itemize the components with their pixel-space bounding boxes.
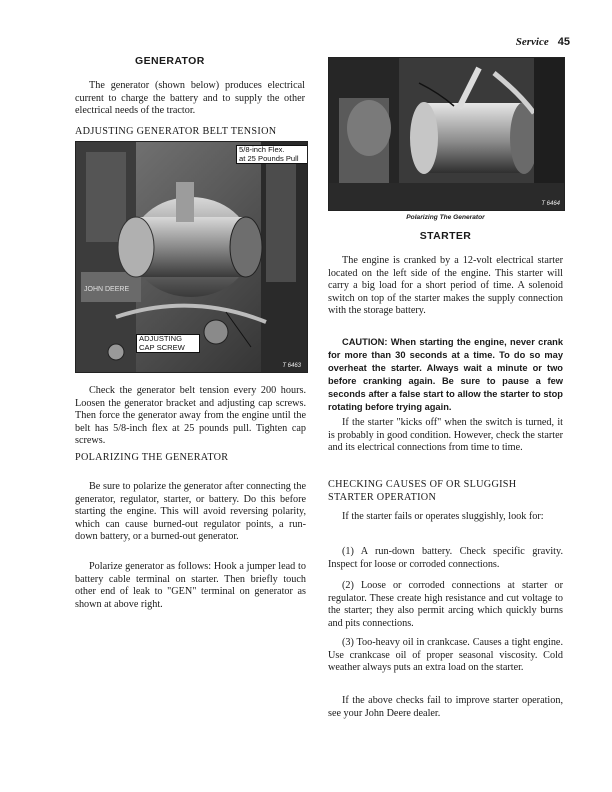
checking-heading	[328, 478, 516, 504]
flex-label	[236, 145, 308, 164]
polarizing-photo	[328, 57, 565, 211]
adjusting-label	[136, 334, 200, 353]
polarizing-heading: POLARIZING THE GENERATOR	[75, 452, 229, 463]
flex-label-line2: at 25 Pounds Pull	[239, 153, 299, 163]
brand-text: JOHN DEERE	[84, 286, 130, 293]
flex-label-line1: 5/8-inch Flex.	[239, 145, 285, 154]
checking-intro: If the starter fails or operates sluggishly, look for:	[342, 511, 544, 522]
belt-tension-heading: ADJUSTING GENERATOR BELT TENSION	[75, 126, 277, 137]
section-name: Service	[515, 36, 549, 48]
adjusting-label-line1: ADJUSTING	[139, 334, 183, 343]
caution-text: CAUTION: When starting the engine, never crank for more than 30 seconds at a time. To do so may overheat the starter. Always wait a minute or two before cranking again. Be sure to pause a few seconds after a false start to allow the starter to stop rotating before trying again.	[328, 337, 563, 412]
kicks-off-text: If the starter "kicks off" when the switch is turned, it is probably in good condition. However, check the starter and its electrical connections from time to time.	[328, 417, 563, 454]
page-header	[506, 32, 570, 50]
starter-text: The engine is cranked by a 12-volt electrical starter located on the left side of the engine. This starter will carry a big load for a short period of time. A solenoid switch on top of the starter makes the supply connection with the storage battery.	[328, 255, 563, 317]
polarizing-text-1: Be sure to polarize the generator after connecting the generator, regulator, starter, or battery. Do this before starting the engine. This will avoid reversing polarity, which can cause burned-out regulator points, a run-down battery, or a burned-out generator.	[75, 481, 306, 543]
generator-photo	[75, 141, 308, 373]
adjusting-label-line2: CAP SCREW	[139, 342, 185, 352]
belt-tension-text: Check the generator belt tension every 200 hours. Loosen the generator bracket and adjusting cap screws. Then force the generator away from the engine until the belt has 5/8-inch flex at 25 pounds pull. Tighten cap screws.	[75, 385, 306, 447]
page-number: 45	[557, 36, 570, 48]
polarizing-illustration	[329, 58, 564, 210]
polarizing-caption: Polarizing The Generator	[406, 214, 485, 221]
polarizing-text-2: Polarize generator as follows: Hook a jumper lead to battery cable terminal on starter. Then briefly touch other end of leak to "GEN" terminal on generator as shown at above right.	[75, 561, 306, 610]
generator-intro: The generator (shown below) produces electrical current to charge the battery and to supply the other electrical needs of the tractor.	[75, 80, 305, 117]
cause-2: (2) Loose or corroded connections at starter or regulator. These create high resistance and cut voltage to the starter; they also permit arcing which quickly burns and pits connections.	[328, 580, 563, 629]
generator-heading: GENERATOR	[135, 55, 205, 67]
photo-code: T 6463	[282, 363, 301, 369]
cause-3: (3) Too-heavy oil in crankcase. Causes a tight engine. Use crankcase oil of proper seasonal viscosity. Cold weather always puts an extra load on the starter.	[328, 637, 563, 674]
cause-1: (1) A run-down battery. Check specific gravity. Inspect for loose or corroded connections.	[328, 546, 563, 570]
starter-heading: STARTER	[419, 230, 472, 242]
dealer-text: If the above checks fail to improve starter operation, see your John Deere dealer.	[328, 695, 563, 719]
checking-heading-line1: CHECKING CAUSES OF OR SLUGGISH	[328, 479, 517, 490]
checking-heading-line2: STARTER OPERATION	[328, 492, 437, 503]
polarizing-photo-code: T 6464	[541, 201, 560, 207]
